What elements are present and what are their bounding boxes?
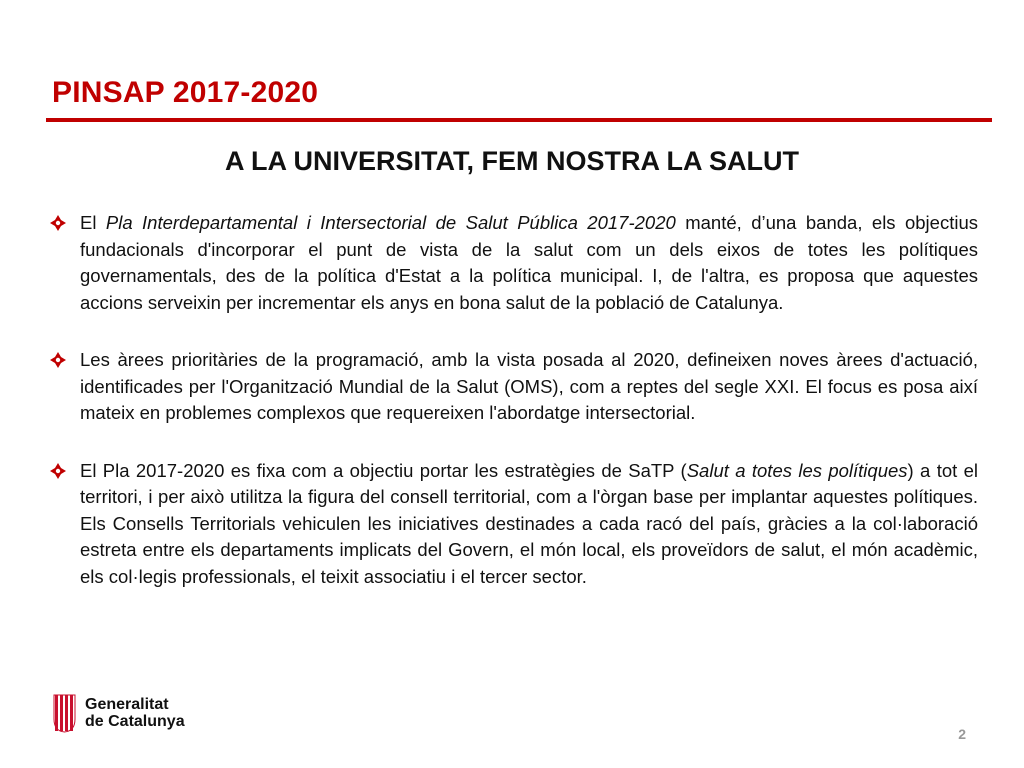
diamond-bullet-icon: [50, 458, 80, 591]
senyera-logo-icon: [53, 693, 77, 733]
slide-heading: A LA UNIVERSITAT, FEM NOSTRA LA SALUT: [225, 146, 799, 176]
logo-line-2: de Catalunya: [85, 713, 185, 730]
bullet-list: [50, 210, 978, 621]
generalitat-logo: [53, 693, 185, 733]
bullet-text: El Pla Interdepartamental i Intersectorial de Salut Pública 2017-2020 manté, d’una banda, els objectius fundacionals d'incorporar el punt de vista de la salut com un dels eixos de totes les polítiques governamentals, des de la política d'Estat a la política municipal. I, de l'altra, es proposa que aquestes accions serveixin per incrementar els anys en bona salut de la població de Catalunya.: [80, 212, 978, 313]
diamond-bullet-icon: [50, 347, 80, 427]
slide-title: PINSAP 2017-2020: [52, 76, 319, 109]
logo-line-1: Generalitat: [85, 696, 169, 713]
page-number: 2: [958, 726, 966, 742]
diamond-bullet-icon: [50, 210, 80, 316]
title-divider: [46, 118, 992, 122]
bullet-text: El Pla 2017-2020 es fixa com a objectiu portar les estratègies de SaTP (Salut a totes les polítiques) a tot el territori, i per això utilitza la figura del consell territorial, com a l'òrgan base per implantar aquestes polítiques. Els Consells Territorials vehiculen les iniciatives destinades a cada racó del país, gràcies a la col·laboració estreta entre els departaments implicats del Govern, el món local, els proveïdors de salut, el món acadèmic, els col·legis professionals, el teixit associatiu i el tercer sector.: [80, 459, 979, 587]
bullet-text: Les àrees prioritàries de la programació, amb la vista posada al 2020, defineixen noves àrees d'actuació, identificades per l'Organització Mundial de la Salut (OMS), com a reptes del segle XXI. El focus es posa així mateix en problemes complexos que requereixen l'abordatge intersectorial.: [80, 349, 978, 423]
logo-text: [85, 696, 185, 730]
bullet-item: [50, 347, 978, 427]
bullet-item: [50, 458, 978, 591]
bullet-item: [50, 210, 978, 316]
